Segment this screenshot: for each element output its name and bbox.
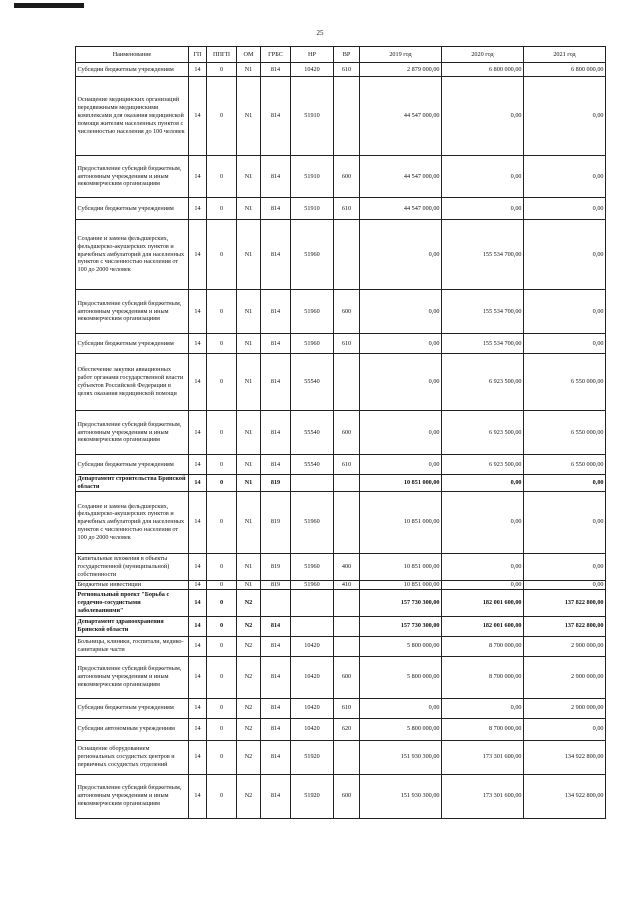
row-name: Департамент здравоохранения Брянской области [76, 616, 189, 636]
row-value-2019: 0,00 [360, 455, 442, 475]
row-om: N1 [237, 198, 261, 220]
row-vr [334, 616, 360, 636]
row-value-2021: 137 822 800,00 [524, 589, 606, 616]
row-name: Бюджетные инвестиции [76, 580, 189, 589]
row-nr: 55540 [291, 455, 334, 475]
table-row [76, 354, 606, 411]
row-name: Создание и замена фельдшерских, фельдшерско-акушерских пунктов и врачебных амбулаторий для населенных пунктов с численностью населения от 100 до 2000 человек [76, 220, 189, 290]
row-vr: 610 [334, 198, 360, 220]
row-grbs: 814 [261, 156, 291, 198]
row-grbs: 814 [261, 63, 291, 77]
row-name: Субсидии бюджетным учреждениям [76, 698, 189, 718]
row-gp: 14 [189, 475, 207, 492]
row-value-2020: 173 301 600,00 [442, 740, 524, 774]
row-vr: 600 [334, 290, 360, 334]
row-value-2021: 6 550 000,00 [524, 411, 606, 455]
row-name: Субсидии бюджетным учреждениям [76, 198, 189, 220]
row-om: N1 [237, 63, 261, 77]
row-value-2020: 6 923 500,00 [442, 455, 524, 475]
row-value-2020: 0,00 [442, 156, 524, 198]
header-cell: 2021 год [524, 47, 606, 63]
row-value-2021: 0,00 [524, 156, 606, 198]
row-value-2020: 6 923 500,00 [442, 354, 524, 411]
row-value-2021: 6 550 000,00 [524, 455, 606, 475]
row-grbs: 814 [261, 740, 291, 774]
row-value-2021: 0,00 [524, 220, 606, 290]
row-name: Субсидии автономным учреждениям [76, 718, 189, 740]
header-cell: ППГП [207, 47, 237, 63]
row-om: N2 [237, 656, 261, 698]
row-vr: 610 [334, 63, 360, 77]
row-ppgp: 0 [207, 589, 237, 616]
row-vr: 620 [334, 718, 360, 740]
row-gp: 14 [189, 63, 207, 77]
row-gp: 14 [189, 589, 207, 616]
header-cell: ВР [334, 47, 360, 63]
table-row [76, 580, 606, 589]
row-grbs: 814 [261, 656, 291, 698]
row-value-2019: 0,00 [360, 354, 442, 411]
row-nr: 51960 [291, 580, 334, 589]
table-body [76, 63, 606, 819]
table-row [76, 718, 606, 740]
row-grbs: 814 [261, 198, 291, 220]
row-gp: 14 [189, 698, 207, 718]
row-vr: 610 [334, 698, 360, 718]
row-gp: 14 [189, 77, 207, 156]
header-cell: 2020 год [442, 47, 524, 63]
row-value-2020: 0,00 [442, 580, 524, 589]
row-nr: 51920 [291, 740, 334, 774]
row-name: Капитальные вложения в объекты государственной (муниципальной) собственности [76, 553, 189, 580]
row-gp: 14 [189, 491, 207, 553]
table-row [76, 411, 606, 455]
row-nr: 10420 [291, 698, 334, 718]
table-row [76, 616, 606, 636]
row-grbs: 814 [261, 290, 291, 334]
row-value-2019: 10 851 000,00 [360, 580, 442, 589]
row-nr: 51960 [291, 553, 334, 580]
row-value-2020: 8 700 000,00 [442, 636, 524, 656]
row-om: N1 [237, 475, 261, 492]
row-grbs: 814 [261, 698, 291, 718]
row-om: N1 [237, 455, 261, 475]
row-value-2020: 182 001 600,00 [442, 616, 524, 636]
row-gp: 14 [189, 774, 207, 818]
row-value-2020: 0,00 [442, 698, 524, 718]
header-cell: ОМ [237, 47, 261, 63]
row-ppgp: 0 [207, 580, 237, 589]
row-gp: 14 [189, 290, 207, 334]
row-name: Субсидии бюджетным учреждениям [76, 334, 189, 354]
row-value-2020: 182 001 600,00 [442, 589, 524, 616]
row-name: Предоставление субсидий бюджетным, автономным учреждениям и иным некоммерческим организациям [76, 290, 189, 334]
row-value-2019: 157 730 300,00 [360, 616, 442, 636]
table-row [76, 290, 606, 334]
row-gp: 14 [189, 198, 207, 220]
row-name: Предоставление субсидий бюджетным, автономным учреждениям и иным некоммерческим организациям [76, 774, 189, 818]
row-value-2021: 0,00 [524, 290, 606, 334]
row-vr [334, 77, 360, 156]
row-value-2019: 0,00 [360, 334, 442, 354]
row-gp: 14 [189, 334, 207, 354]
row-nr [291, 616, 334, 636]
row-value-2020: 6 923 500,00 [442, 411, 524, 455]
header-cell: 2019 год [360, 47, 442, 63]
row-value-2019: 44 547 000,00 [360, 77, 442, 156]
row-value-2019: 0,00 [360, 290, 442, 334]
row-vr [334, 740, 360, 774]
row-nr: 10420 [291, 63, 334, 77]
row-gp: 14 [189, 656, 207, 698]
row-grbs: 814 [261, 334, 291, 354]
table-row [76, 740, 606, 774]
header-cell: ГРБС [261, 47, 291, 63]
row-nr: 51910 [291, 156, 334, 198]
row-name: Департамент строительства Брянской области [76, 475, 189, 492]
row-nr: 51910 [291, 198, 334, 220]
row-grbs: 819 [261, 553, 291, 580]
row-vr: 600 [334, 411, 360, 455]
table-row [76, 334, 606, 354]
row-name: Субсидии бюджетным учреждениям [76, 63, 189, 77]
table-row [76, 491, 606, 553]
row-ppgp: 0 [207, 354, 237, 411]
row-nr: 10420 [291, 636, 334, 656]
row-grbs: 814 [261, 616, 291, 636]
row-value-2019: 10 851 000,00 [360, 491, 442, 553]
row-name: Региональный проект "Борьба с сердечно-сосудистыми заболеваниями" [76, 589, 189, 616]
table-row [76, 475, 606, 492]
row-name: Предоставление субсидий бюджетным, автономным учреждениям и иным некоммерческим организациям [76, 156, 189, 198]
header-cell: ГП [189, 47, 207, 63]
row-value-2019: 151 930 300,00 [360, 740, 442, 774]
row-value-2019: 5 800 000,00 [360, 718, 442, 740]
row-vr [334, 589, 360, 616]
row-value-2021: 6 800 000,00 [524, 63, 606, 77]
row-om: N2 [237, 589, 261, 616]
row-ppgp: 0 [207, 698, 237, 718]
row-om: N1 [237, 354, 261, 411]
row-om: N1 [237, 553, 261, 580]
row-value-2021: 2 900 000,00 [524, 636, 606, 656]
row-ppgp: 0 [207, 718, 237, 740]
row-value-2021: 6 550 000,00 [524, 354, 606, 411]
row-name: Больницы, клиники, госпитали, медико-санитарные части [76, 636, 189, 656]
row-om: N1 [237, 156, 261, 198]
row-gp: 14 [189, 354, 207, 411]
row-value-2021: 134 922 800,00 [524, 774, 606, 818]
row-value-2020: 155 534 700,00 [442, 220, 524, 290]
row-value-2019: 10 851 000,00 [360, 475, 442, 492]
row-ppgp: 0 [207, 656, 237, 698]
row-name: Оснащение оборудованием региональных сосудистых центров и первичных сосудистых отделений [76, 740, 189, 774]
row-om: N1 [237, 77, 261, 156]
row-ppgp: 0 [207, 740, 237, 774]
row-name: Создание и замена фельдшерских, фельдшерско-акушерских пунктов и врачебных амбулаторий для населенных пунктов с численностью населения от 100 до 2000 человек [76, 491, 189, 553]
row-value-2019: 0,00 [360, 698, 442, 718]
row-ppgp: 0 [207, 774, 237, 818]
row-ppgp: 0 [207, 616, 237, 636]
row-name: Субсидии бюджетным учреждениям [76, 455, 189, 475]
row-value-2020: 155 534 700,00 [442, 334, 524, 354]
row-grbs: 819 [261, 491, 291, 553]
row-value-2019: 0,00 [360, 411, 442, 455]
table-row [76, 77, 606, 156]
row-value-2020: 8 700 000,00 [442, 656, 524, 698]
row-vr [334, 491, 360, 553]
row-value-2021: 2 900 000,00 [524, 656, 606, 698]
row-grbs: 814 [261, 636, 291, 656]
row-value-2019: 157 730 300,00 [360, 589, 442, 616]
row-grbs: 814 [261, 77, 291, 156]
row-om: N2 [237, 740, 261, 774]
row-grbs: 819 [261, 580, 291, 589]
row-value-2020: 0,00 [442, 198, 524, 220]
row-value-2019: 44 547 000,00 [360, 156, 442, 198]
row-value-2021: 0,00 [524, 77, 606, 156]
row-om: N2 [237, 636, 261, 656]
row-vr [334, 220, 360, 290]
row-nr: 10420 [291, 656, 334, 698]
row-om: N1 [237, 334, 261, 354]
row-gp: 14 [189, 718, 207, 740]
row-gp: 14 [189, 455, 207, 475]
table-row [76, 698, 606, 718]
table-row [76, 198, 606, 220]
row-vr: 600 [334, 656, 360, 698]
row-name: Предоставление субсидий бюджетным, автономным учреждениям и иным некоммерческим организациям [76, 656, 189, 698]
header-cell: НР [291, 47, 334, 63]
row-om: N2 [237, 616, 261, 636]
row-grbs [261, 589, 291, 616]
row-ppgp: 0 [207, 455, 237, 475]
row-name: Предоставление субсидий бюджетным, автономным учреждениям и иным некоммерческим организациям [76, 411, 189, 455]
row-om: N1 [237, 290, 261, 334]
row-gp: 14 [189, 411, 207, 455]
row-value-2020: 8 700 000,00 [442, 718, 524, 740]
row-value-2020: 6 800 000,00 [442, 63, 524, 77]
row-ppgp: 0 [207, 475, 237, 492]
row-grbs: 814 [261, 774, 291, 818]
row-value-2021: 0,00 [524, 475, 606, 492]
row-value-2021: 0,00 [524, 553, 606, 580]
row-gp: 14 [189, 580, 207, 589]
row-value-2020: 0,00 [442, 77, 524, 156]
row-grbs: 814 [261, 455, 291, 475]
row-value-2021: 0,00 [524, 580, 606, 589]
header-cell: Наименование [76, 47, 189, 63]
row-ppgp: 0 [207, 491, 237, 553]
row-ppgp: 0 [207, 63, 237, 77]
row-ppgp: 0 [207, 411, 237, 455]
row-om: N1 [237, 580, 261, 589]
page-number: 25 [316, 29, 324, 37]
row-nr: 55540 [291, 354, 334, 411]
row-value-2021: 0,00 [524, 334, 606, 354]
row-value-2019: 5 800 000,00 [360, 636, 442, 656]
row-gp: 14 [189, 220, 207, 290]
row-grbs: 814 [261, 220, 291, 290]
row-nr [291, 589, 334, 616]
table-row [76, 156, 606, 198]
row-vr: 400 [334, 553, 360, 580]
row-value-2019: 5 800 000,00 [360, 656, 442, 698]
table-row [76, 455, 606, 475]
row-vr: 610 [334, 455, 360, 475]
row-nr: 51960 [291, 290, 334, 334]
row-nr [291, 475, 334, 492]
row-value-2019: 151 930 300,00 [360, 774, 442, 818]
table-row [76, 553, 606, 580]
row-grbs: 814 [261, 718, 291, 740]
row-om: N2 [237, 718, 261, 740]
row-ppgp: 0 [207, 553, 237, 580]
table-row [76, 589, 606, 616]
row-value-2020: 155 534 700,00 [442, 290, 524, 334]
row-value-2020: 0,00 [442, 491, 524, 553]
row-value-2020: 0,00 [442, 553, 524, 580]
row-nr: 55540 [291, 411, 334, 455]
row-vr: 410 [334, 580, 360, 589]
row-value-2021: 0,00 [524, 718, 606, 740]
row-vr [334, 636, 360, 656]
row-gp: 14 [189, 636, 207, 656]
row-value-2019: 2 879 000,00 [360, 63, 442, 77]
row-nr: 51910 [291, 77, 334, 156]
row-value-2021: 0,00 [524, 491, 606, 553]
row-value-2020: 173 301 600,00 [442, 774, 524, 818]
row-vr [334, 475, 360, 492]
row-value-2020: 0,00 [442, 475, 524, 492]
row-om: N1 [237, 411, 261, 455]
row-om: N1 [237, 491, 261, 553]
row-vr: 600 [334, 156, 360, 198]
row-grbs: 814 [261, 354, 291, 411]
row-grbs: 819 [261, 475, 291, 492]
table-row [76, 774, 606, 818]
row-nr: 51920 [291, 774, 334, 818]
table-row [76, 656, 606, 698]
row-value-2019: 44 547 000,00 [360, 198, 442, 220]
row-ppgp: 0 [207, 220, 237, 290]
row-name: Оснащение медицинских организаций передвижными медицинскими комплексами для оказания медицинской помощи жителям населенных пунктов с численностью населения до 100 человек [76, 77, 189, 156]
table-row [76, 220, 606, 290]
row-value-2019: 0,00 [360, 220, 442, 290]
row-ppgp: 0 [207, 77, 237, 156]
row-ppgp: 0 [207, 334, 237, 354]
row-gp: 14 [189, 553, 207, 580]
row-vr: 600 [334, 774, 360, 818]
row-value-2021: 134 922 800,00 [524, 740, 606, 774]
row-name: Обеспечение закупки авиационных работ органами государственной власти субъектов Российской Федерации в целях оказания медицинской помощи [76, 354, 189, 411]
row-ppgp: 0 [207, 198, 237, 220]
row-vr: 610 [334, 334, 360, 354]
row-ppgp: 0 [207, 290, 237, 334]
row-vr [334, 354, 360, 411]
row-gp: 14 [189, 156, 207, 198]
row-value-2019: 10 851 000,00 [360, 553, 442, 580]
row-gp: 14 [189, 740, 207, 774]
row-gp: 14 [189, 616, 207, 636]
row-ppgp: 0 [207, 156, 237, 198]
table-row [76, 63, 606, 77]
table-header-row [76, 47, 606, 63]
budget-table [75, 46, 606, 819]
row-om: N2 [237, 698, 261, 718]
row-nr: 10420 [291, 718, 334, 740]
row-om: N2 [237, 774, 261, 818]
row-grbs: 814 [261, 411, 291, 455]
table-row [76, 636, 606, 656]
row-nr: 51960 [291, 334, 334, 354]
row-value-2021: 0,00 [524, 198, 606, 220]
row-nr: 51960 [291, 220, 334, 290]
row-nr: 51960 [291, 491, 334, 553]
row-ppgp: 0 [207, 636, 237, 656]
row-value-2021: 137 822 800,00 [524, 616, 606, 636]
scan-mark [14, 3, 84, 8]
row-value-2021: 2 900 000,00 [524, 698, 606, 718]
row-om: N1 [237, 220, 261, 290]
